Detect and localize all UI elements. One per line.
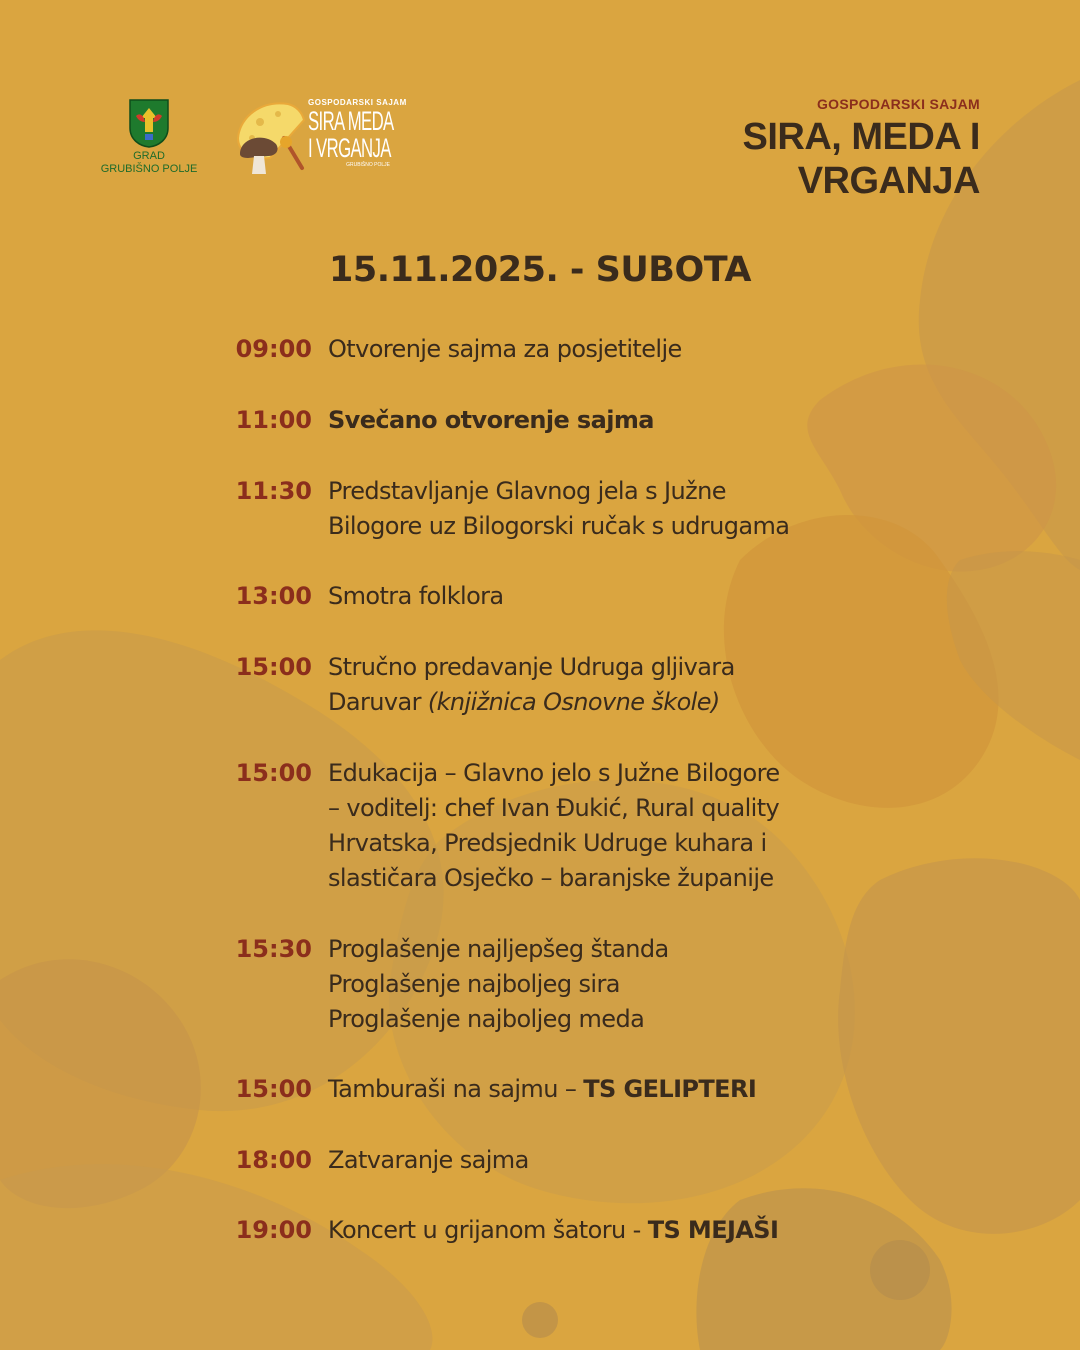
schedule-time: 11:00 [235, 406, 312, 434]
schedule-time: 15:00 [235, 1075, 312, 1103]
schedule-time: 19:00 [235, 1216, 312, 1244]
schedule-time: 13:00 [235, 582, 312, 610]
schedule-description: Edukacija – Glavno jelo s Južne Bilogore – voditelj: chef Ivan Đukić, Rural quality Hrvatska, Predsjednik Udruge kuhara i slastičara Osječko – baranjske županije [328, 759, 780, 892]
schedule-description: Predstavljanje Glavnog jela s Južne Bilogore uz Bilogorski ručak s udrugama [328, 477, 790, 540]
event-title-block [743, 96, 981, 200]
location-note: (knjižnica Osnovne škole) [427, 688, 720, 716]
schedule-time: 09:00 [235, 335, 312, 363]
city-crest-icon [128, 98, 170, 148]
schedule-description: Svečano otvorenje sajma [328, 406, 654, 434]
schedule-description: Tamburaši na sajmu – TS GELIPTERI [328, 1075, 757, 1103]
schedule-item [0, 403, 1080, 438]
performer-name: TS MEJAŠI [647, 1216, 779, 1244]
schedule-description: Zatvaranje sajma [328, 1146, 529, 1174]
schedule-item [0, 650, 1080, 720]
fair-logo-wordmark: GOSPODARSKI SAJAM SIRA MEDA I VRGANJA GRUBIŠNO POLJE [308, 98, 407, 168]
schedule-description: Koncert u grijanom šatoru - TS MEJAŠI [328, 1216, 779, 1244]
schedule-time: 11:30 [235, 477, 312, 505]
schedule-description: Stručno predavanje Udruga gljivara Daruvar (knjižnica Osnovne škole) [328, 653, 735, 716]
schedule-time: 15:00 [235, 759, 312, 787]
schedule-list [0, 330, 1080, 1248]
schedule-item [0, 1143, 1080, 1178]
schedule-item [0, 932, 1080, 1037]
performer-name: TS GELIPTERI [583, 1075, 757, 1103]
event-title-line2: VRGANJA [797, 160, 980, 202]
schedule-time: 15:00 [235, 653, 312, 681]
schedule-item [0, 756, 1080, 896]
event-title-line1: SIRA, MEDA I [742, 116, 980, 158]
schedule-item [0, 1072, 1080, 1107]
schedule-description: Otvorenje sajma za posjetitelje [328, 335, 682, 363]
schedule-time: 15:30 [235, 935, 312, 963]
schedule-item [0, 332, 1080, 367]
event-subtitle: GOSPODARSKI SAJAM [816, 96, 980, 112]
schedule-description: Smotra folklora [328, 582, 504, 610]
schedule-item [0, 1213, 1080, 1248]
date-heading: 15.11.2025. - SUBOTA [329, 250, 751, 290]
schedule-item [0, 474, 1080, 544]
schedule-item [0, 579, 1080, 614]
schedule-description: Proglašenje najljepšeg štanda Proglašenje najboljeg sira Proglašenje najboljeg meda [328, 935, 669, 1033]
city-name-label: GRAD GRUBIŠNO POLJE [100, 150, 198, 175]
fair-logo-icon [230, 98, 310, 178]
schedule-time: 18:00 [235, 1146, 312, 1174]
